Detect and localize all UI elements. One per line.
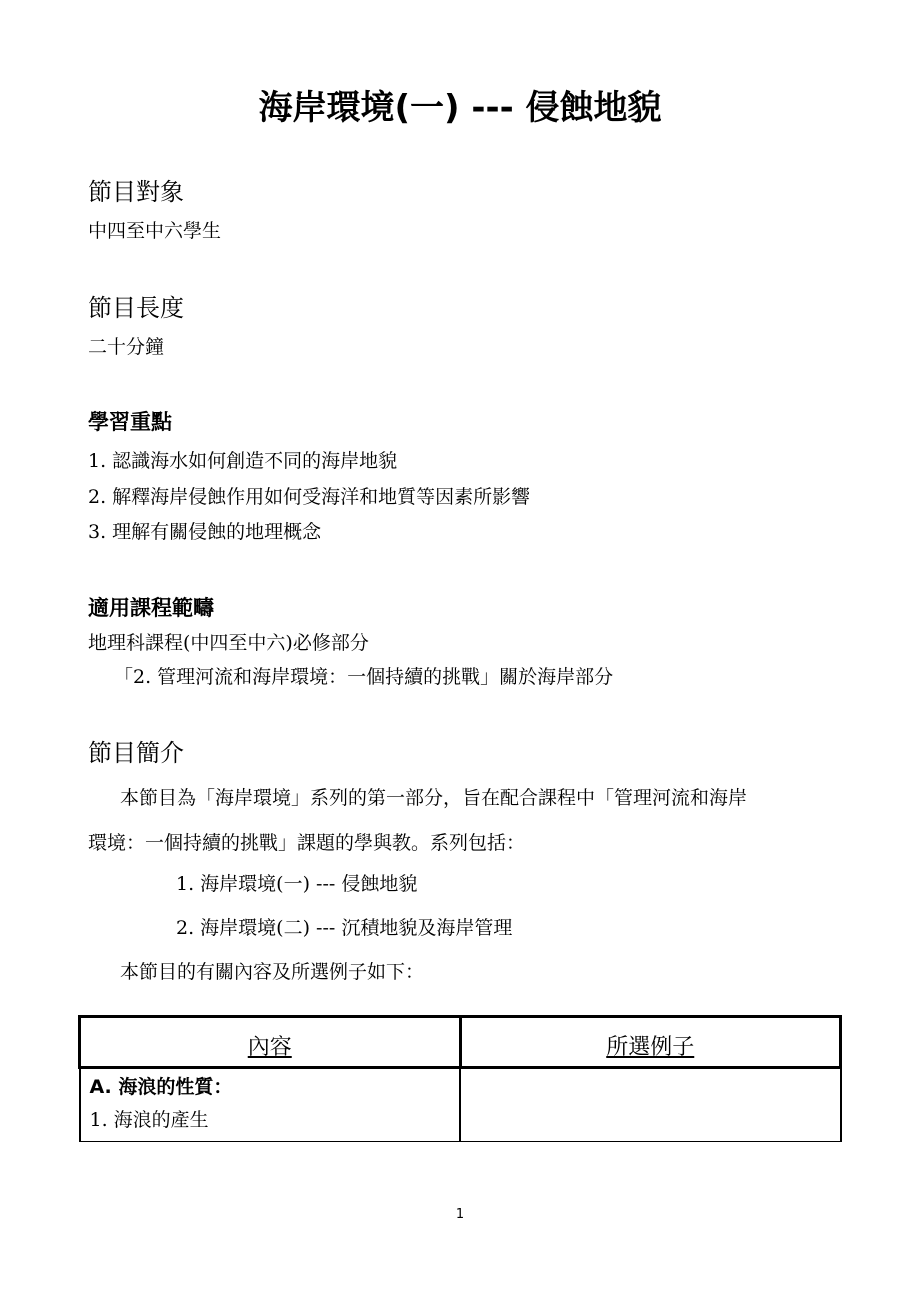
series-item-1: 1. 海岸環境(一) --- 侵蝕地貌 bbox=[176, 873, 418, 895]
intro-paragraph-2: 本節目的有關內容及所選例子如下： bbox=[120, 961, 425, 983]
table-header-content-label: 內容 bbox=[247, 1035, 292, 1060]
section-a-label: A. 海浪的性質： bbox=[89, 1076, 233, 1098]
table-header-examples-label: 所選例子 bbox=[606, 1035, 695, 1060]
duration-heading: 節目長度 bbox=[88, 294, 184, 322]
focus-item-1: 1. 認識海水如何創造不同的海岸地貌 bbox=[88, 450, 398, 472]
table-header-examples bbox=[460, 1017, 841, 1068]
series-item-2: 2. 海岸環境(二) --- 沉積地貌及海岸管理 bbox=[176, 917, 513, 939]
intro-paragraph-1: 本節目為「海岸環境」系列的第一部分，旨在配合課程中「管理河流和海岸 bbox=[120, 787, 748, 809]
table-header-row bbox=[80, 1017, 841, 1068]
focus-item-3: 3. 理解有關侵蝕的地理概念 bbox=[88, 521, 322, 543]
focus-heading: 學習重點 bbox=[88, 410, 172, 434]
content-table bbox=[78, 1015, 842, 1142]
curriculum-heading: 適用課程範疇 bbox=[88, 596, 214, 620]
table-cell-examples bbox=[460, 1068, 841, 1142]
table-cell-content bbox=[80, 1068, 461, 1142]
duration-text: 二十分鐘 bbox=[88, 336, 165, 358]
audience-heading: 節目對象 bbox=[88, 178, 184, 206]
intro-heading: 節目簡介 bbox=[88, 739, 184, 767]
page-number: 1 bbox=[455, 1207, 465, 1222]
audience-text: 中四至中六學生 bbox=[88, 220, 222, 242]
curriculum-line-2: 「2. 管理河流和海岸環境：一個持續的挑戰」關於海岸部分 bbox=[114, 666, 614, 688]
curriculum-line-1: 地理科課程(中四至中六)必修部分 bbox=[88, 632, 369, 654]
table-header-content bbox=[80, 1017, 461, 1068]
focus-item-2: 2. 解釋海岸侵蝕作用如何受海洋和地質等因素所影響 bbox=[88, 486, 531, 508]
row-1-label: 1. 海浪的產生 bbox=[89, 1109, 209, 1131]
page-title: 海岸環境(一) --- 侵蝕地貌 bbox=[258, 88, 662, 128]
intro-paragraph-1-cont: 環境：一個持續的挑戰」課題的學與教。系列包括： bbox=[88, 832, 526, 854]
table-row bbox=[80, 1068, 841, 1142]
